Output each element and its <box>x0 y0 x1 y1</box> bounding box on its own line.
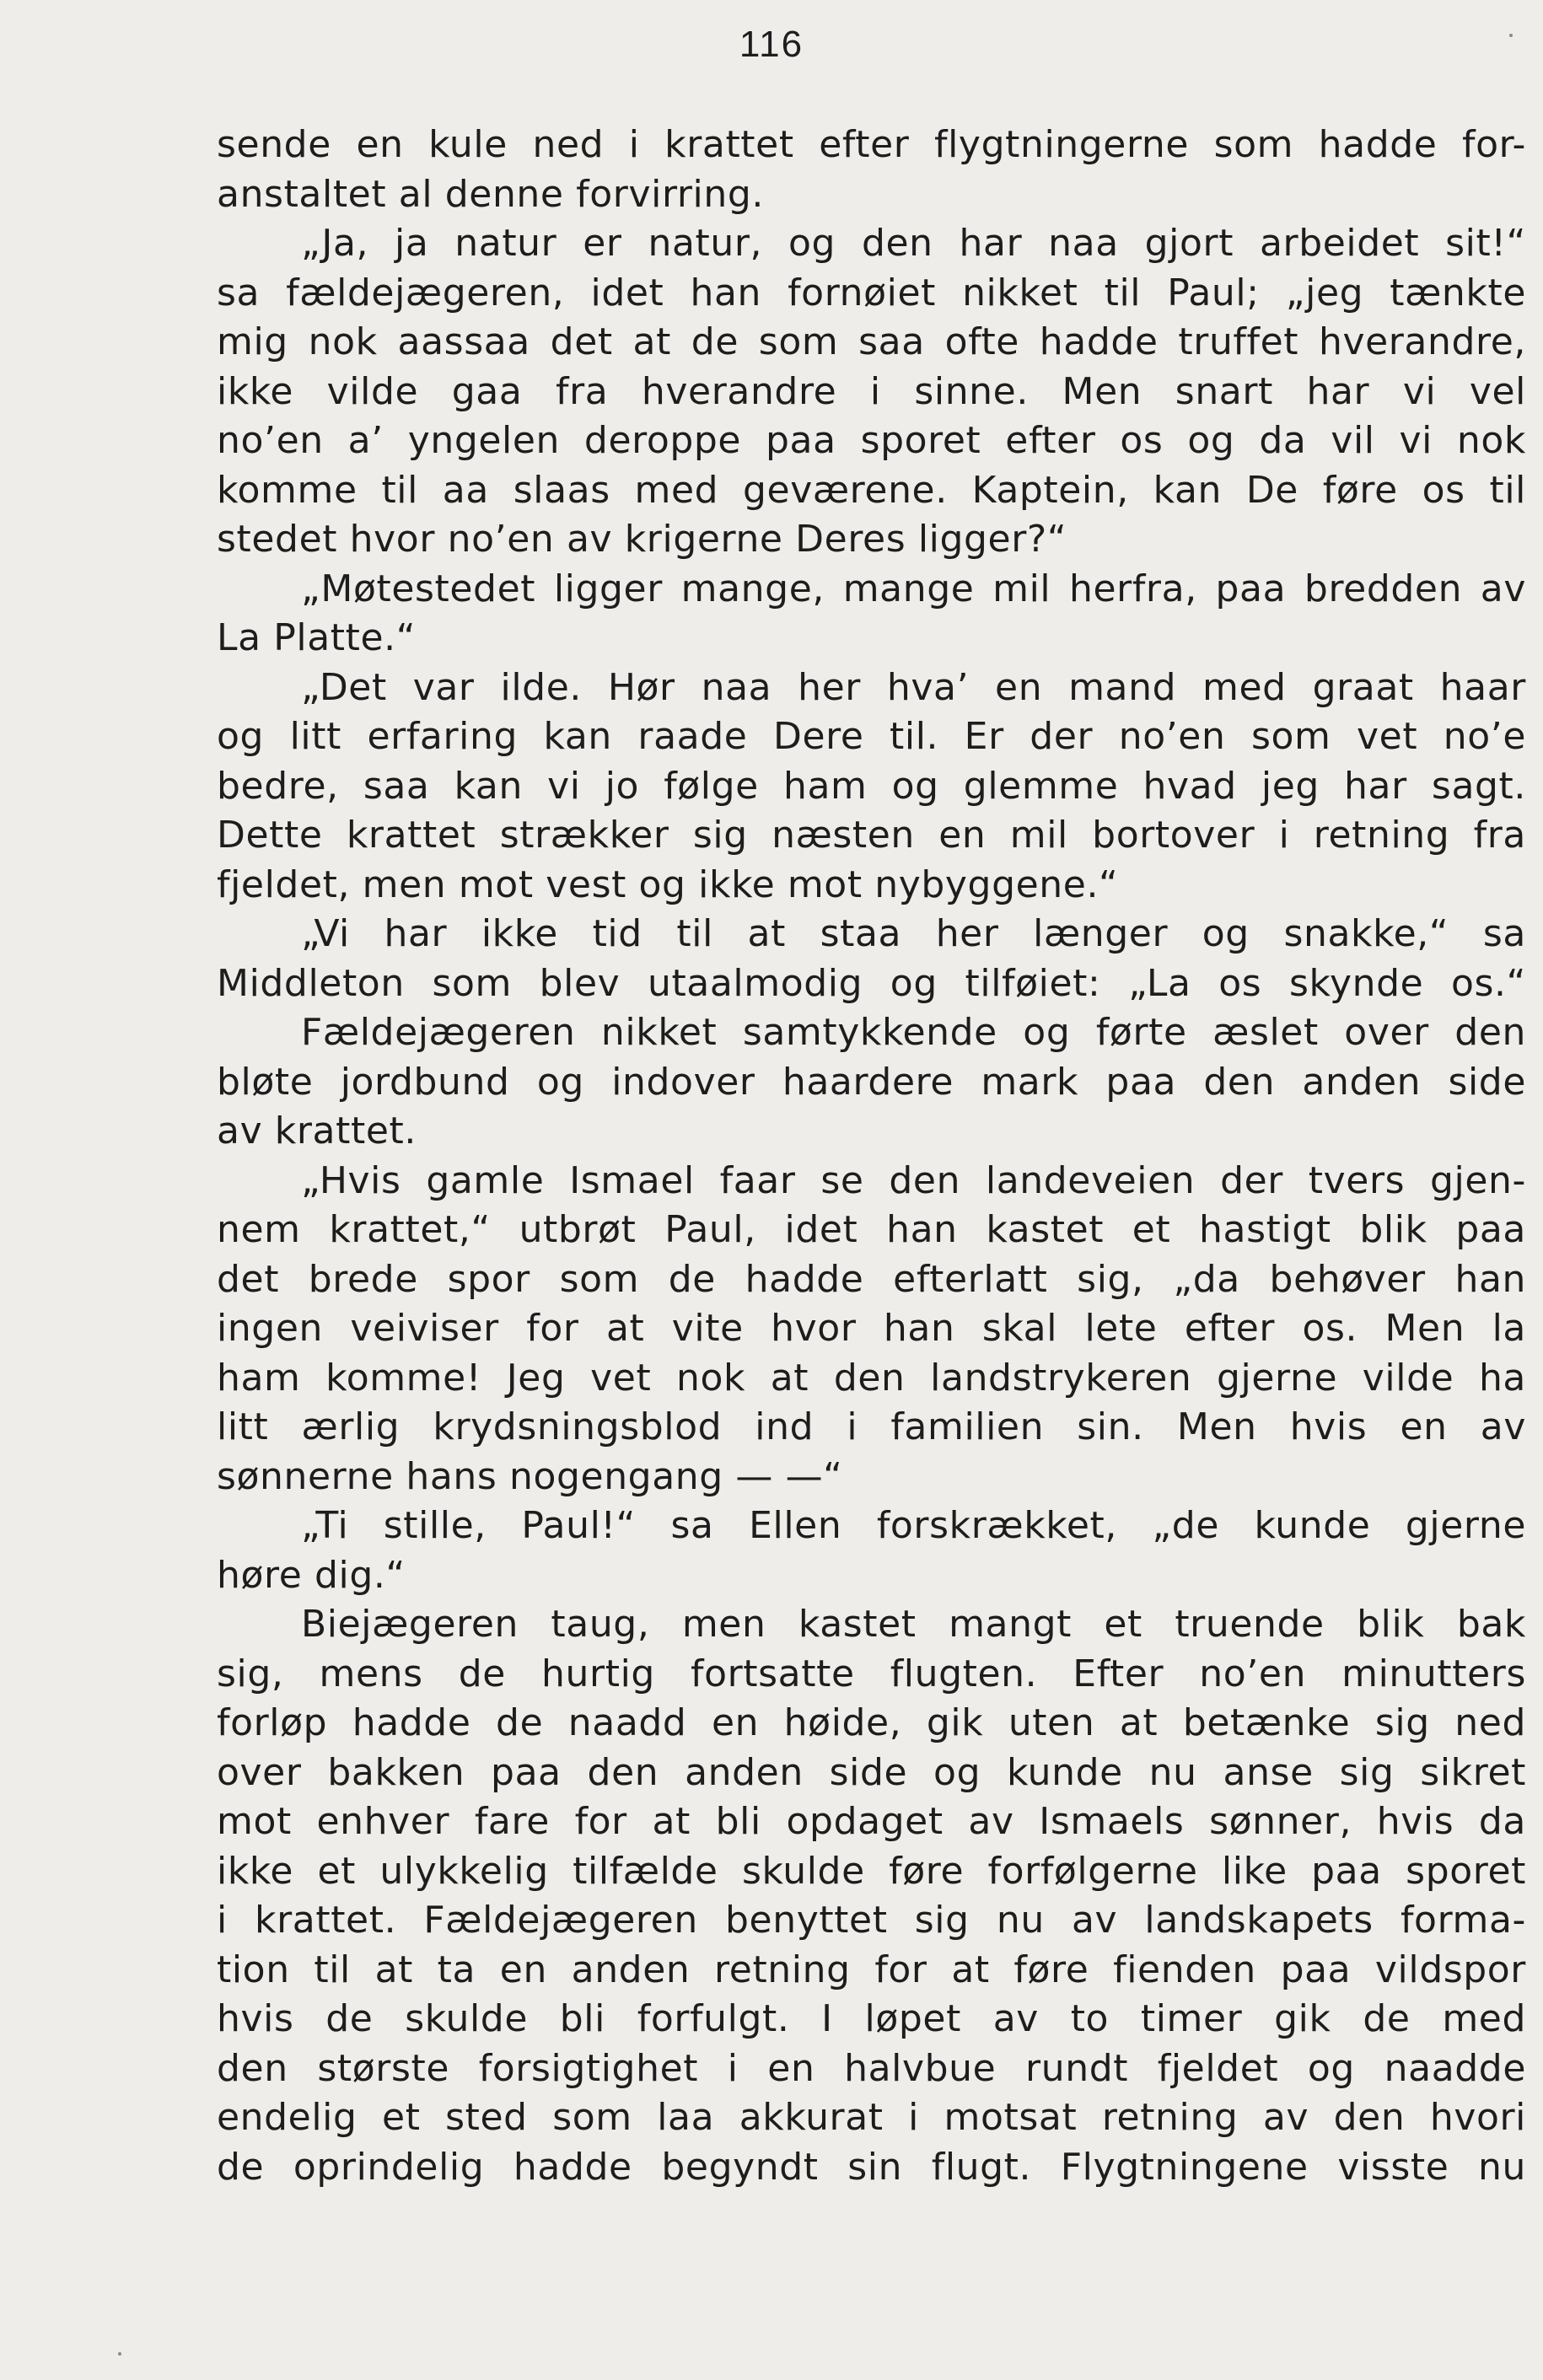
text-line: Dette krattet strækker sig næsten en mil bortover i retning fra <box>217 814 1526 857</box>
text-line: sa fældejægeren, idet han fornøiet nikket til Paul; „jeg tænkte <box>217 271 1526 314</box>
text-line: de oprindelig hadde begyndt sin flugt. Flygtningene visste nu <box>217 2145 1526 2189</box>
text-line: av krattet. <box>217 1109 417 1152</box>
text-line: tion til at ta en anden retning for at føre fienden paa vildspor <box>217 1948 1526 1991</box>
text-line: ingen veiviser for at vite hvor han skal lete efter os. Men la <box>217 1307 1526 1350</box>
text-line: Fældejægeren nikket samtykkende og førte æslet over den <box>301 1011 1526 1054</box>
text-line: høre dig.“ <box>217 1553 406 1597</box>
text-line: fjeldet, men mot vest og ikke mot nybyggene.“ <box>217 862 1119 906</box>
text-line: anstaltet al denne forvirring. <box>217 172 764 216</box>
paper-speck <box>1509 34 1513 37</box>
text-line: „Vi har ikke tid til at staa her længer og snakke,“ sa <box>301 912 1526 955</box>
text-line: ikke vilde gaa fra hverandre i sinne. Men snart har vi vel <box>217 369 1526 413</box>
text-line: bedre, saa kan vi jo følge ham og glemme hvad jeg har sagt. <box>217 764 1526 808</box>
text-line: i krattet. Fældejægeren benyttet sig nu av landskapets forma- <box>217 1899 1526 1942</box>
text-line: mot enhver fare for at bli opdaget av Ismaels sønner, hvis da <box>217 1800 1526 1843</box>
text-line: og litt erfaring kan raade Dere til. Er der no’en som vet no’e <box>217 715 1526 758</box>
text-line: den største forsigtighet i en halvbue rundt fjeldet og naadde <box>217 2046 1526 2090</box>
text-line: mig nok aassaa det at de som saa ofte hadde truffet hverandre, <box>217 320 1526 363</box>
text-line: no’en a’ yngelen deroppe paa sporet efter os og da vil vi nok <box>217 419 1526 462</box>
text-line: komme til aa slaas med geværene. Kaptein, kan De føre os til <box>217 468 1526 512</box>
text-line: endelig et sted som laa akkurat i motsat retning av den hvori <box>217 2096 1526 2139</box>
paper-speck <box>118 2352 121 2356</box>
text-line: stedet hvor no’en av krigerne Deres ligger?“ <box>217 518 1067 561</box>
text-line: litt ærlig krydsningsblod ind i familien sin. Men hvis en av <box>217 1405 1526 1448</box>
page-number: 116 <box>739 24 804 65</box>
text-line: Middleton som blev utaalmodig og tilføiet: „La os skynde os.“ <box>217 961 1526 1005</box>
text-line: „Møtestedet ligger mange, mange mil herfra, paa bredden av <box>301 567 1526 610</box>
text-line: ikke et ulykkelig tilfælde skulde føre forfølgerne like paa sporet <box>217 1849 1526 1893</box>
text-line: „Ti stille, Paul!“ sa Ellen forskrækket, „de kunde gjerne <box>301 1504 1526 1547</box>
text-line: „Ja, ja natur er natur, og den har naa gjort arbeidet sit!“ <box>301 222 1526 265</box>
text-line: La Platte.“ <box>217 616 417 659</box>
text-line: det brede spor som de hadde efterlatt sig, „da behøver han <box>217 1257 1526 1301</box>
text-line: Biejægeren taug, men kastet mangt et truende blik bak <box>301 1603 1526 1646</box>
text-line: bløte jordbund og indover haardere mark paa den anden side <box>217 1060 1526 1104</box>
text-line: sønnerne hans nogengang — —“ <box>217 1454 843 1498</box>
text-line: „Det var ilde. Hør naa her hva’ en mand med graat haar <box>301 665 1526 709</box>
text-line: sende en kule ned i krattet efter flygtningerne som hadde for- <box>217 123 1526 166</box>
text-line: ham komme! Jeg vet nok at den landstrykeren gjerne vilde ha <box>217 1356 1526 1400</box>
body-text <box>217 121 1526 2192</box>
text-line: sig, mens de hurtig fortsatte flugten. Efter no’en minutters <box>217 1652 1526 1695</box>
text-line: over bakken paa den anden side og kunde nu anse sig sikret <box>217 1750 1526 1794</box>
text-line: hvis de skulde bli forfulgt. I løpet av to timer gik de med <box>217 1997 1526 2040</box>
text-line: „Hvis gamle Ismael faar se den landeveien der tvers gjen- <box>301 1158 1526 1202</box>
text-line: nem krattet,“ utbrøt Paul, idet han kastet et hastigt blik paa <box>217 1208 1526 1251</box>
text-line: forløp hadde de naadd en høide, gik uten at betænke sig ned <box>217 1701 1526 1744</box>
